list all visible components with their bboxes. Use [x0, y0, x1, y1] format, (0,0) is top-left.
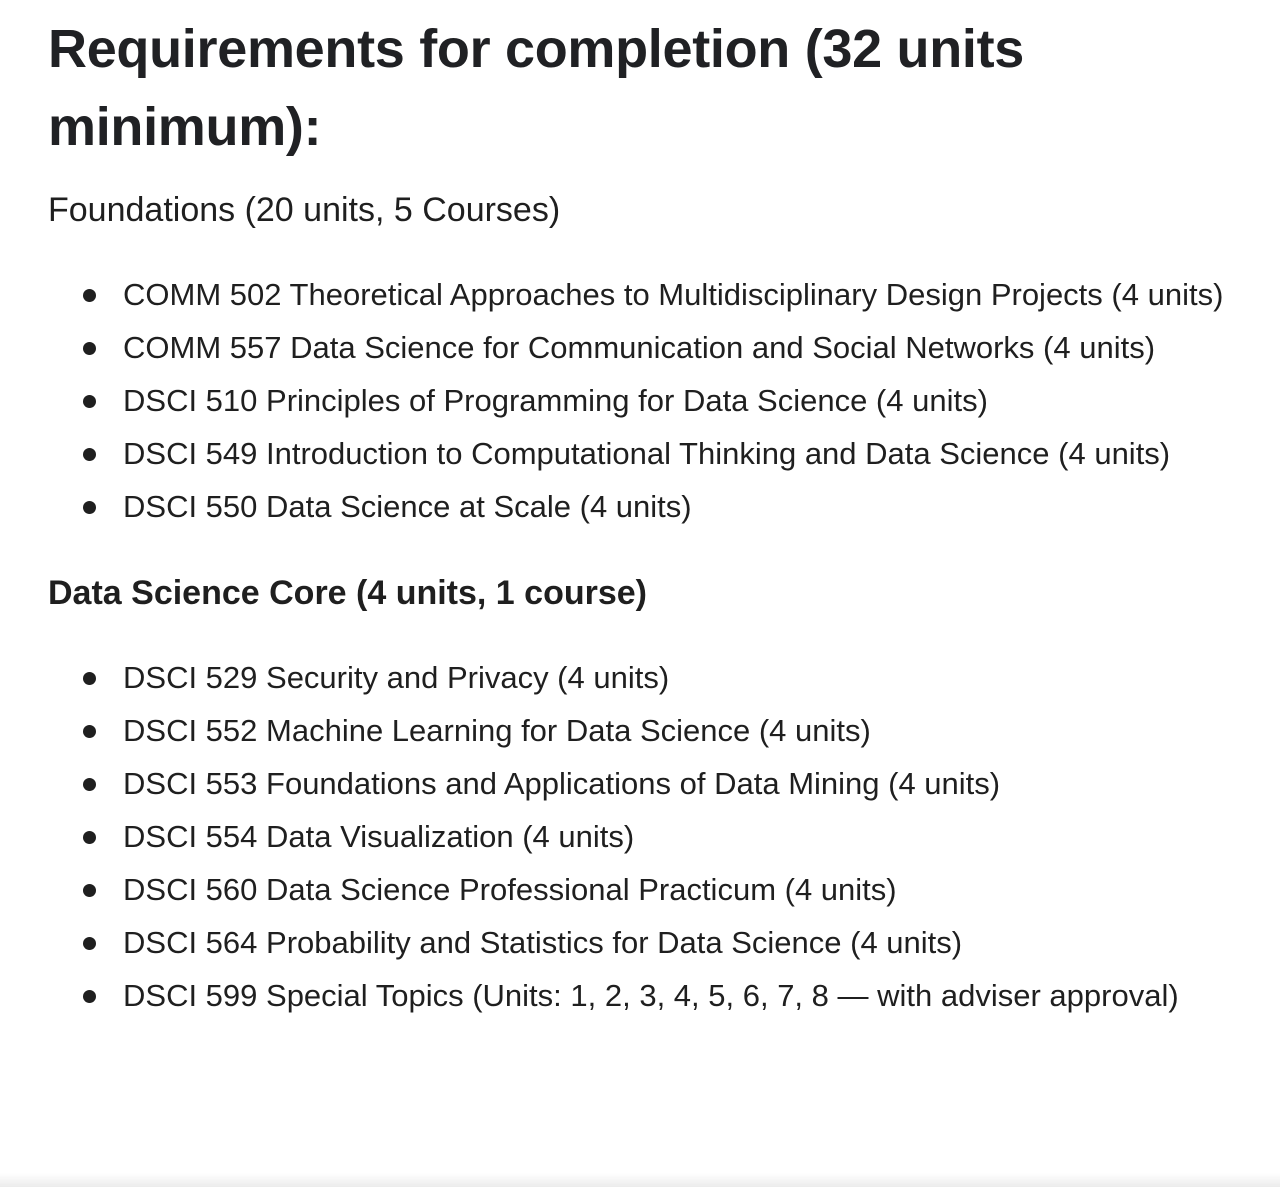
bullet-icon — [83, 289, 96, 302]
bullet-icon — [83, 831, 96, 844]
course-label: DSCI 552 Machine Learning for Data Science (4 units) — [123, 713, 871, 748]
foundations-course-list — [48, 268, 1258, 533]
course-item — [123, 651, 1258, 704]
course-label: DSCI 560 Data Science Professional Practicum (4 units) — [123, 872, 897, 907]
course-label: DSCI 529 Security and Privacy (4 units) — [123, 660, 670, 695]
bullet-icon — [83, 778, 96, 791]
course-label: DSCI 510 Principles of Programming for Data Science (4 units) — [123, 383, 988, 418]
course-label: DSCI 553 Foundations and Applications of Data Mining (4 units) — [123, 766, 1001, 801]
course-label: DSCI 554 Data Visualization (4 units) — [123, 819, 635, 854]
course-item — [123, 863, 1258, 916]
course-item — [123, 757, 1258, 810]
course-item — [123, 374, 1258, 427]
course-label: COMM 557 Data Science for Communication and Social Networks (4 units) — [123, 330, 1156, 365]
course-item — [123, 916, 1258, 969]
bullet-icon — [83, 395, 96, 408]
bullet-icon — [83, 672, 96, 685]
page-title: Requirements for completion (32 units minimum): — [48, 19, 1025, 157]
course-label: COMM 502 Theoretical Approaches to Multidisciplinary Design Projects (4 units) — [123, 277, 1224, 312]
bottom-edge-shadow — [0, 1173, 1280, 1187]
bullet-icon — [83, 937, 96, 950]
bullet-icon — [83, 725, 96, 738]
section-heading-foundations: Foundations (20 units, 5 Courses) — [48, 191, 561, 229]
course-label: DSCI 550 Data Science at Scale (4 units) — [123, 489, 692, 524]
course-label: DSCI 564 Probability and Statistics for Data Science (4 units) — [123, 925, 963, 960]
bullet-icon — [83, 448, 96, 461]
course-label: DSCI 599 Special Topics (Units: 1, 2, 3, 4, 5, 6, 7, 8 — with adviser approval) — [123, 978, 1179, 1013]
bullet-icon — [83, 884, 96, 897]
course-item — [123, 427, 1258, 480]
bullet-icon — [83, 501, 96, 514]
course-item — [123, 321, 1258, 374]
bullet-icon — [83, 342, 96, 355]
core-course-list — [48, 651, 1258, 1022]
course-item — [123, 969, 1258, 1022]
course-item — [123, 268, 1258, 321]
course-item — [123, 480, 1258, 533]
bullet-icon — [83, 990, 96, 1003]
course-label: DSCI 549 Introduction to Computational Thinking and Data Science (4 units) — [123, 436, 1171, 471]
course-item — [123, 704, 1258, 757]
page-content — [48, 0, 1258, 1022]
course-item — [123, 810, 1258, 863]
section-heading-data-science-core: Data Science Core (4 units, 1 course) — [48, 574, 647, 612]
